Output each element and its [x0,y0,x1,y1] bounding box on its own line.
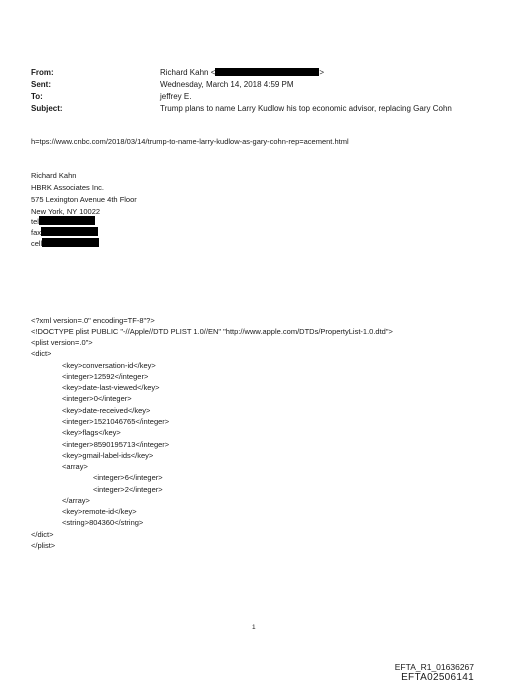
redaction-bar [41,227,98,236]
from-value [160,68,324,77]
signature-fax [31,227,98,237]
xml-line: </array> [62,496,90,505]
xml-line: </plist> [31,541,56,550]
tel-label: tel [31,217,39,226]
xml-line: <key>gmail-label-ids</key> [62,451,154,460]
xml-line: <key>conversation-id</key> [62,361,156,370]
sent-value: Wednesday, March 14, 2018 4:59 PM [160,80,294,89]
xml-line: <array> [62,462,88,471]
xml-line: <!DOCTYPE plist PUBLIC "-//Apple//DTD PLIST 1.0//EN" "http://www.apple.com/DTDs/PropertyList-1.0.dtd"> [31,327,393,336]
signature-tel [31,216,95,226]
redaction-bar [42,238,99,247]
xml-line: <integer>2</integer> [93,485,163,494]
xml-line: <key>flags</key> [62,428,121,437]
signature-company: HBRK Associates Inc. [31,183,104,192]
footer-id-secondary: EFTA02506141 [401,672,474,683]
xml-line: <plist version=.0"> [31,338,93,347]
xml-line: <?xml version=.0" encoding=TF-8"?> [31,316,155,325]
sent-label: Sent: [31,80,51,89]
to-label: To: [31,92,43,101]
xml-line: <integer>8590195713</integer> [62,440,170,449]
fax-label: fax [31,228,42,237]
redaction-bar [215,68,319,76]
signature-cell [31,238,99,248]
xml-line: <key>date-received</key> [62,406,151,415]
signature-address-2: New York, NY 10022 [31,207,101,216]
xml-line: <integer>12592</integer> [62,372,149,381]
page-number: 1 [252,624,256,631]
subject-value: Trump plans to name Larry Kudlow his top economic advisor, replacing Gary Cohn [160,104,452,113]
cell-label: cell [31,239,43,248]
signature-name: Richard Kahn [31,171,77,180]
xml-line: </dict> [31,530,54,539]
redaction-bar [39,216,95,225]
signature-address-1: 575 Lexington Avenue 4th Floor [31,195,137,204]
from-close: > [319,68,325,77]
xml-line: <integer>1521046765</integer> [62,417,170,426]
xml-line: <integer>0</integer> [62,394,132,403]
xml-line: <dict> [31,349,52,358]
xml-line: <key>remote-id</key> [62,507,137,516]
xml-line: <key>date-last-viewed</key> [62,383,160,392]
subject-label: Subject: [31,104,63,113]
from-label: From: [31,68,54,77]
footer-id-primary: EFTA_R1_01636267 [394,662,474,672]
to-value: jeffrey E. [160,92,192,101]
article-link[interactable]: h=tps://www.cnbc.com/2018/03/14/trump-to-name-larry-kudlow-as-gary-cohn-rep=acement.html [31,137,349,146]
xml-line: <string>804360</string> [62,518,144,527]
xml-line: <integer>6</integer> [93,473,163,482]
from-name: Richard Kahn < [160,68,216,77]
